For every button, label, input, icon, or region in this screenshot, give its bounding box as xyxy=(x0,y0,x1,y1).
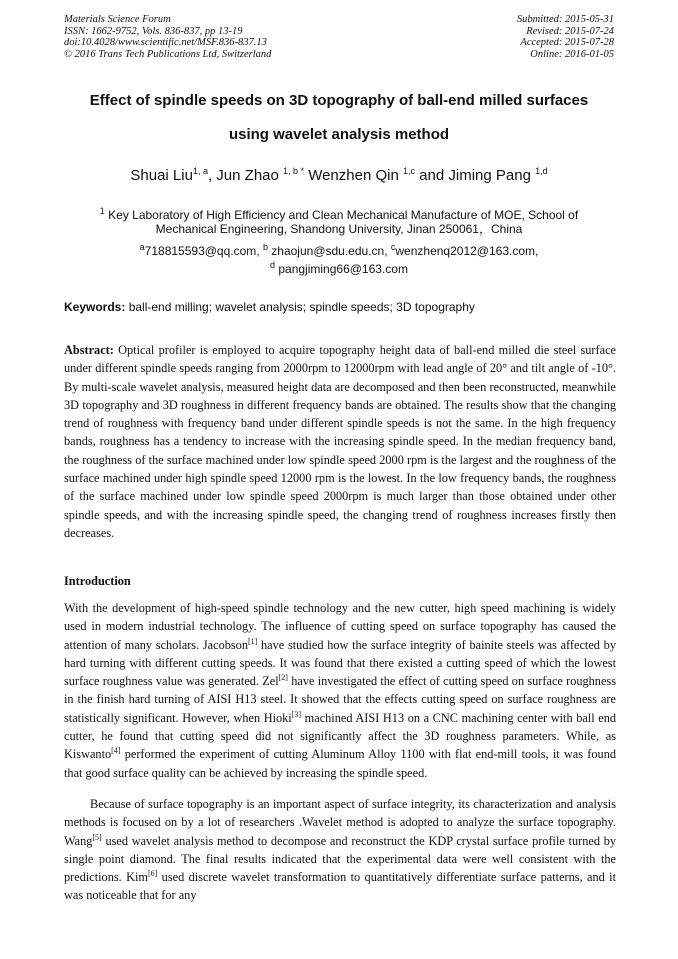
intro-p2-text-1: Because of surface topography is an important aspect of surface integrity, its characterization and analysis methods is focused on by a lot of researchers .Wavelet method is adopted to analyze the surface topography. Wang xyxy=(64,797,616,848)
citation-1: [1] xyxy=(247,636,258,646)
intro-p1-text-1: With the development of high-speed spindle technology and the new cutter, high speed machining is widely used in modern industrial technology. The influence of cutting speed on surface topography has caused the attention of many scholars. Jacobson xyxy=(64,601,616,652)
author-1-affil: 1, a xyxy=(192,166,208,176)
affiliation-text-1: Key Laboratory of High Efficiency and Clean Mechanical Manufacture of MOE, School of xyxy=(104,208,579,222)
email-b: zhaojun@sdu.edu.cn, xyxy=(267,244,391,258)
author-1: Shuai Liu xyxy=(130,167,193,184)
citation-2: [2] xyxy=(278,673,288,683)
abstract-text: Optical profiler is employed to acquire topography height data of ball-end milled die steel surface under different spindle speeds ranging from 2000rpm to 12000rpm with lead angle of 20° and tilt angle of -10°. By multi-scale wavelet analysis, measured height data are decomposed and then been reconstructed, meanwhile 3D topography and 3D roughness in different frequency bands are obtained. The results show that the changing trend of roughness with frequency band under different spindle speeds is not the same. In the high frequency bands, roughness has a tendency to increase with the increasing spindle speed. In the median frequency band, the roughness of the surface machined under low spindle speed 2000 rpm is the largest and the roughness of the surface machined under high spindle speed 12000 rpm is the lowest. In the low frequency bands, the roughness of the surface machined under low spindle speed 2000rpm is much larger than those obtained under other spindle speeds, and with the increasing spindle speed, the changing trend of roughness increases firstly then decreases. xyxy=(64,343,616,540)
copyright: © 2016 Trans Tech Publications Ltd, Switzerland xyxy=(64,48,272,60)
revised-date: Revised: 2015-07-24 xyxy=(526,25,614,37)
author-3: Wenzhen Qin xyxy=(304,167,403,184)
citation-6: [6] xyxy=(147,869,158,879)
paper-title-line-1: Effect of spindle speeds on 3D topography of ball-end milled surfaces xyxy=(89,92,589,109)
email-c-marker: c xyxy=(390,242,396,252)
accepted-date: Accepted: 2015-07-28 xyxy=(520,37,614,49)
intro-p1-text-5: performed the experiment of cutting Aluminum Alloy 1100 with flat end-mill tools, it was found that good surface quality can be achieved by increasing the spindle speed. xyxy=(64,747,616,780)
author-list xyxy=(40,166,638,184)
introduction-heading: Introduction xyxy=(64,574,131,588)
keywords-label: Keywords: xyxy=(64,300,126,314)
email-b-marker: b xyxy=(262,242,268,252)
author-4: and Jiming Pang xyxy=(415,167,536,184)
journal-info xyxy=(64,14,271,60)
journal-name: Materials Science Forum xyxy=(64,14,171,25)
email-c: wenzhenq2012@163.com, xyxy=(395,244,539,258)
citation-4: [4] xyxy=(111,746,121,756)
introduction-paragraph-1 xyxy=(64,599,616,782)
intro-p1-text-2: have studied how the surface integrity of bainite steels was affected by hard turning with different cutting speeds. It was found that there existed a cutting speed of which the lowest surface roughness value was generated. Zel xyxy=(64,637,616,689)
intro-p2-text-3: used discrete wavelet transformation to quantitatively differentiate surface patterns, and it was noticeable that for any xyxy=(64,870,616,903)
issn: ISSN: 1662-9752, Vols. 836-837, pp 13-19 xyxy=(64,25,243,37)
intro-p1-text-3: have investigated the effect of cutting speed on surface roughness in the finish hard turning of AISI H13 steel. It showed that the effects cutting speed on surface roughness are statistically significant. However, when Hioki xyxy=(64,674,616,725)
intro-p1-text-4: machined AISI H13 on a CNC machining center with ball end cutter, he found that cutting speed did not significantly affect the 3D roughness parameters. While, as Kiswanto xyxy=(64,710,617,762)
email-d: pangjiming66@163.com xyxy=(275,262,408,276)
email-a: 718815593@qq.com, xyxy=(144,244,263,258)
abstract xyxy=(64,341,616,542)
email-a-marker: a xyxy=(139,242,145,252)
submitted-date: Submitted: 2015-05-31 xyxy=(516,14,614,25)
citation-5: [5] xyxy=(92,832,102,842)
affiliation-number: 1 xyxy=(99,206,105,216)
intro-p2-text-2: used wavelet analysis method to decompose and reconstruct the KDP crystal surface profile turned by single point diamond. The final results indicated that the experimental data were well consistent with the predictions. Kim xyxy=(64,833,616,885)
doi: doi:10.4028/www.scientific.net/MSF.836-837.13 xyxy=(64,37,267,49)
introduction-paragraph-2 xyxy=(64,795,616,905)
affiliation-line-2: Mechanical Engineering, Shandong University, Jinan 250061，China xyxy=(155,222,523,236)
email-d-marker: d xyxy=(270,260,276,270)
citation-3: [3] xyxy=(291,709,302,719)
keywords-text: ball-end milling; wavelet analysis; spindle speeds; 3D topography xyxy=(125,300,475,314)
online-date: Online: 2016-01-05 xyxy=(530,48,614,60)
paper-title-line-2: using wavelet analysis method xyxy=(228,126,450,143)
author-2-affil: 1, b * xyxy=(283,166,305,176)
publication-dates xyxy=(517,14,614,60)
author-3-affil: 1,c xyxy=(402,166,415,176)
email-line-2 xyxy=(60,256,618,278)
author-4-affil: 1,d xyxy=(535,166,548,176)
abstract-label: Abstract: xyxy=(64,343,114,357)
author-2: , Jun Zhao xyxy=(207,167,284,184)
keywords xyxy=(64,300,616,314)
